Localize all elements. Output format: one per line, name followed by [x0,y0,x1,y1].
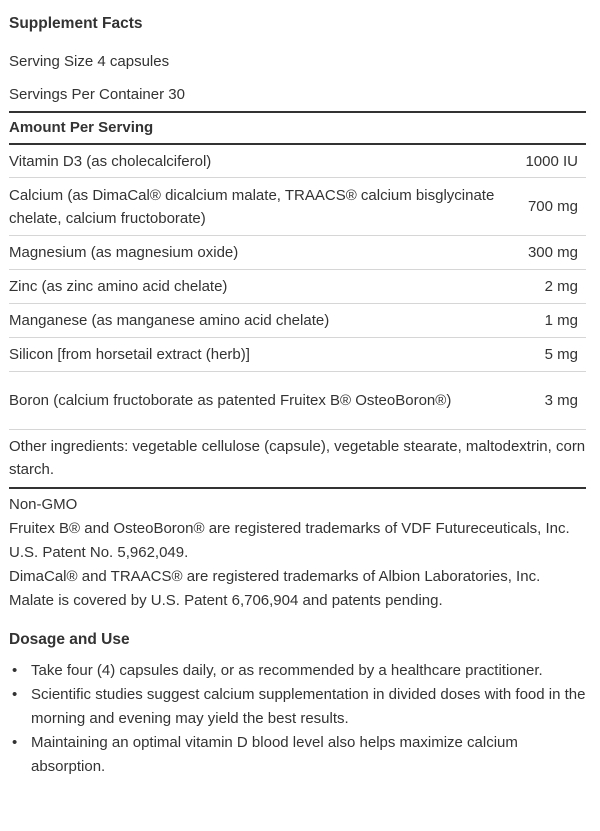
non-gmo-note: Non-GMO [9,496,78,513]
nutrient-row [9,143,586,177]
nutrient-row [9,371,586,429]
patent-note: Malate is covered by U.S. Patent 6,706,904 and patents pending. [9,592,443,609]
nutrient-row [9,337,586,371]
trademark-note: Fruitex B® and OsteoBoron® are registered trademarks of VDF Futureceuticals, Inc. U.S. Patent No. 5,962,049. [9,520,570,561]
nutrient-amount: 2 mg [544,278,578,295]
trademark-note: DimaCal® and TRAACS® are registered trademarks of Albion Laboratories, Inc. [9,568,541,585]
bullet-icon: • [12,662,18,679]
nutrient-name: Zinc (as zinc amino acid chelate) [9,278,228,295]
nutrient-row [9,303,586,337]
list-item [9,731,586,779]
nutrient-amount: 1 mg [544,312,578,329]
nutrient-row [9,177,586,235]
list-item [9,659,586,683]
notes-block [9,487,586,615]
nutrient-amount: 300 mg [527,244,578,261]
dosage-text: Take four (4) capsules daily, or as recommended by a healthcare practitioner. [31,662,543,679]
nutrient-name: Silicon [from horsetail extract (herb)] [9,346,250,363]
bullet-icon: • [12,686,18,703]
nutrient-name: Vitamin D3 (as cholecalciferol) [9,152,212,170]
dosage-list [9,659,586,779]
nutrient-row [9,235,586,269]
other-ingredients: Other ingredients: vegetable cellulose (capsule), vegetable stearate, maltodextrin, corn starch. [9,429,586,487]
amount-per-serving-header: Amount Per Serving [9,111,586,143]
nutrient-amount: 3 mg [544,392,578,409]
nutrient-name: Magnesium (as magnesium oxide) [9,244,239,261]
serving-size: Serving Size 4 capsules [9,53,170,70]
dosage-text: Maintaining an optimal vitamin D blood level also helps maximize calcium absorption. [31,734,518,775]
nutrient-name: Calcium (as DimaCal® dicalcium malate, TRAACS® calcium bisglycinate chelate, calcium fructoborate) [9,186,495,227]
nutrient-row [9,269,586,303]
nutrient-amount: 5 mg [544,346,578,363]
dosage-text: Scientific studies suggest calcium supplementation in divided doses with food in the morning and evening may yield the best results. [31,686,586,727]
nutrient-amount: 1000 IU [525,152,578,170]
dosage-title: Dosage and Use [9,631,130,648]
bullet-icon: • [12,734,18,751]
supplement-facts-title: Supplement Facts [9,15,143,32]
nutrient-name: Manganese (as manganese amino acid chelate) [9,312,330,329]
servings-per-container: Servings Per Container 30 [9,86,185,103]
list-item [9,683,586,731]
nutrient-name: Boron (calcium fructoborate as patented Fruitex B® OsteoBoron®) [9,392,452,409]
nutrient-amount: 700 mg [527,198,578,215]
